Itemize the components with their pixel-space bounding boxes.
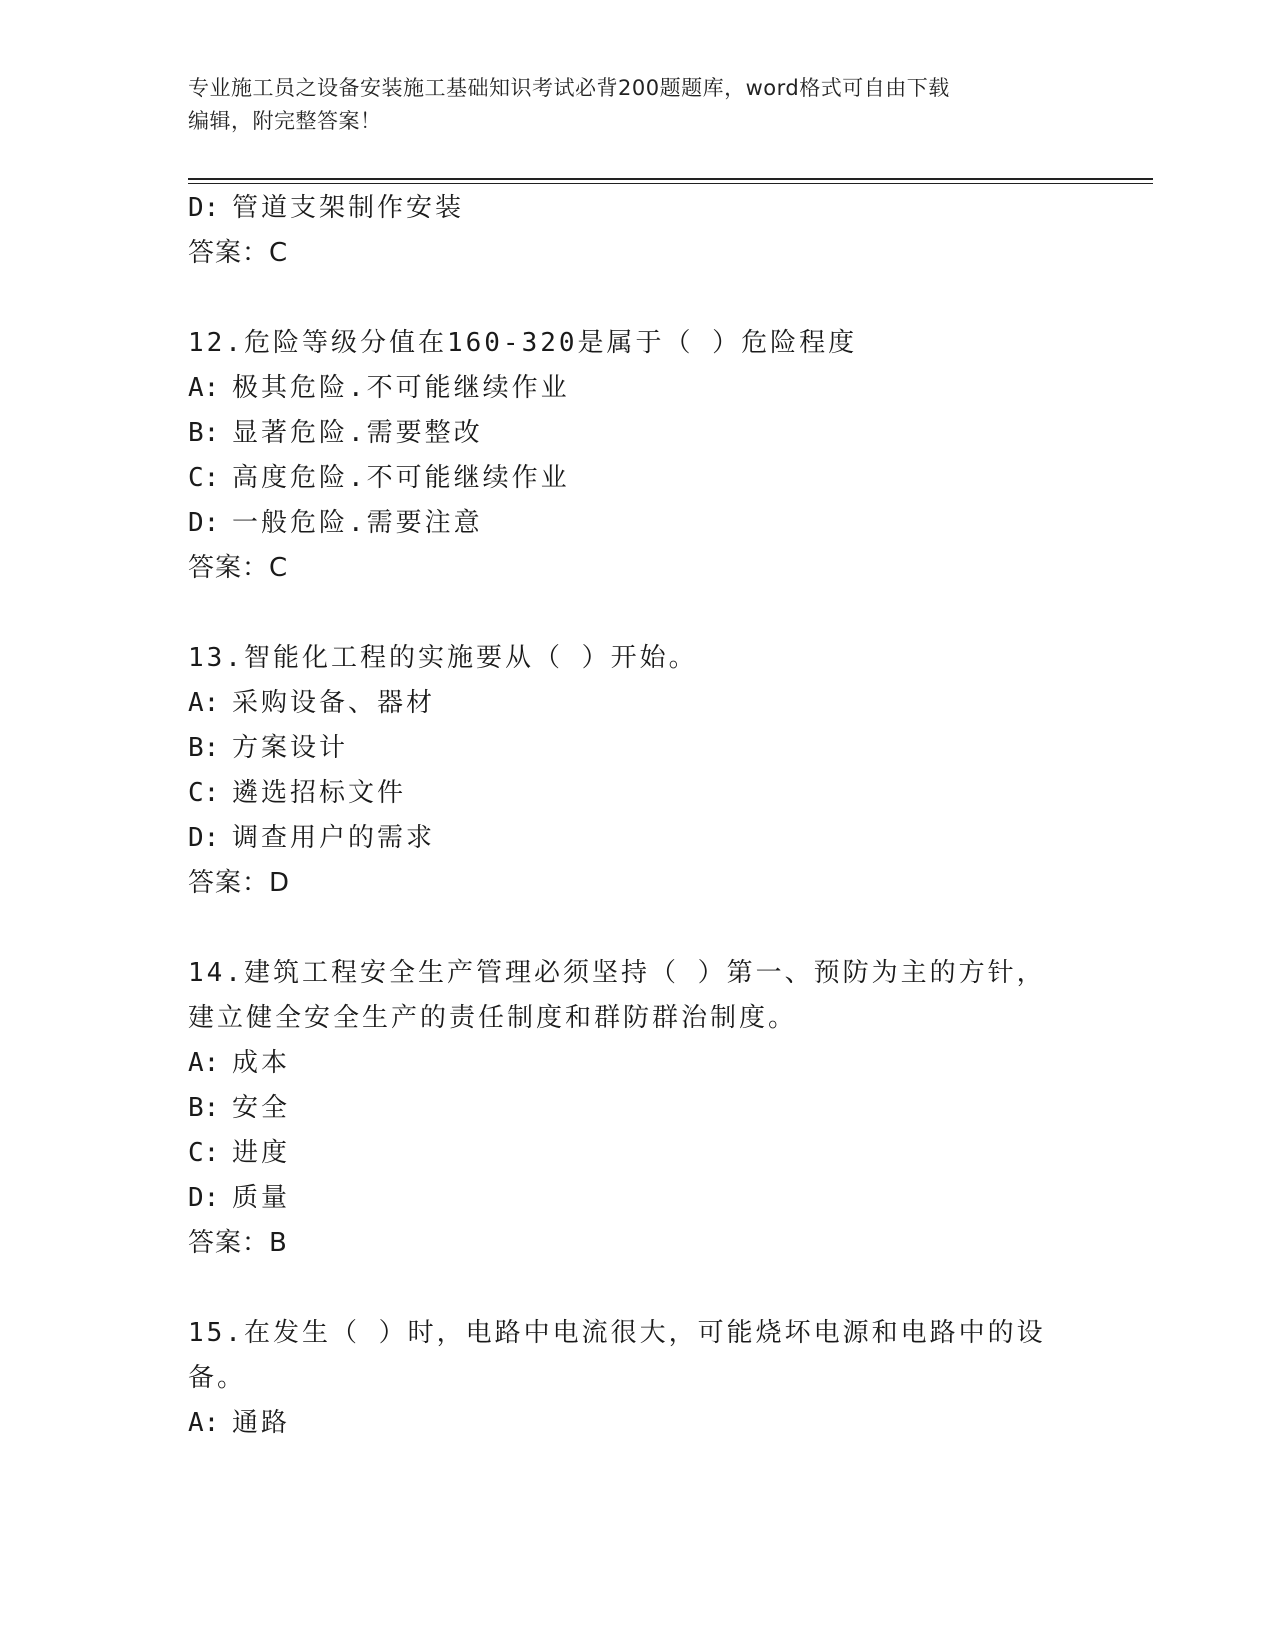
option-b bbox=[188, 1086, 1068, 1131]
option-text: 调查用户的需求 bbox=[232, 823, 436, 853]
option-text: 显著危险.需要整改 bbox=[232, 418, 483, 448]
option-key: D: bbox=[188, 508, 220, 538]
question-stem: 14.建筑工程安全生产管理必须坚持（ ）第一、预防为主的方针，建立健全安全生产的责任制度和群防群治制度。 bbox=[188, 958, 1046, 1033]
option-key: A: bbox=[188, 688, 220, 718]
spacer bbox=[188, 591, 1068, 636]
option-key: A: bbox=[188, 1408, 220, 1438]
option-d bbox=[188, 1176, 1068, 1221]
header-divider-thick bbox=[188, 178, 1153, 180]
option-key: D: bbox=[188, 823, 220, 853]
spacer bbox=[188, 276, 1068, 321]
option-b bbox=[188, 411, 1068, 456]
option-key: C: bbox=[188, 778, 220, 808]
answer-line: 答案：B bbox=[188, 1228, 288, 1258]
option-text: 安全 bbox=[232, 1093, 291, 1123]
option-key: C: bbox=[188, 463, 220, 493]
option-key: A: bbox=[188, 1048, 220, 1078]
option-text: 高度危险.不可能继续作业 bbox=[232, 463, 570, 493]
option-d bbox=[188, 186, 1068, 231]
option-text: 质量 bbox=[232, 1183, 291, 1213]
option-c bbox=[188, 1131, 1068, 1176]
answer-line: 答案：D bbox=[188, 868, 291, 898]
header-title-line1: 专业施工员之设备安装施工基础知识考试必背200题题库，word格式可自由下载 bbox=[188, 76, 950, 100]
option-c bbox=[188, 771, 1068, 816]
header-title-line2: 编辑，附完整答案！ bbox=[188, 109, 382, 133]
option-text: 通路 bbox=[232, 1408, 291, 1438]
option-a bbox=[188, 681, 1068, 726]
option-key: D: bbox=[188, 1183, 220, 1213]
option-text: 极其危险.不可能继续作业 bbox=[232, 373, 570, 403]
option-text: 成本 bbox=[232, 1048, 291, 1078]
option-c bbox=[188, 456, 1068, 501]
option-text: 进度 bbox=[232, 1138, 291, 1168]
question-stem: 12.危险等级分值在160-320是属于（ ）危险程度 bbox=[188, 328, 858, 358]
option-text: 管道支架制作安装 bbox=[232, 193, 465, 223]
spacer bbox=[188, 1266, 1068, 1311]
option-key: A: bbox=[188, 373, 220, 403]
option-key: B: bbox=[188, 418, 220, 448]
question-list bbox=[188, 186, 1068, 1446]
question-stem: 13.智能化工程的实施要从（ ）开始。 bbox=[188, 643, 698, 673]
option-d bbox=[188, 816, 1068, 861]
answer-line: 答案：C bbox=[188, 553, 289, 583]
option-text: 一般危险.需要注意 bbox=[232, 508, 483, 538]
option-key: B: bbox=[188, 733, 220, 763]
option-a bbox=[188, 1041, 1068, 1086]
question-stem: 15.在发生（ ）时，电路中电流很大，可能烧坏电源和电路中的设备。 bbox=[188, 1318, 1046, 1393]
option-d bbox=[188, 501, 1068, 546]
option-key: C: bbox=[188, 1138, 220, 1168]
option-a bbox=[188, 366, 1068, 411]
header-divider-thin bbox=[188, 183, 1153, 184]
option-key: D: bbox=[188, 193, 220, 223]
option-b bbox=[188, 726, 1068, 771]
option-a bbox=[188, 1401, 1068, 1446]
option-text: 遴选招标文件 bbox=[232, 778, 407, 808]
answer-line: 答案：C bbox=[188, 238, 289, 268]
option-text: 方案设计 bbox=[232, 733, 349, 763]
option-key: B: bbox=[188, 1093, 220, 1123]
document-header bbox=[188, 72, 1068, 138]
option-text: 采购设备、器材 bbox=[232, 688, 436, 718]
spacer bbox=[188, 906, 1068, 951]
